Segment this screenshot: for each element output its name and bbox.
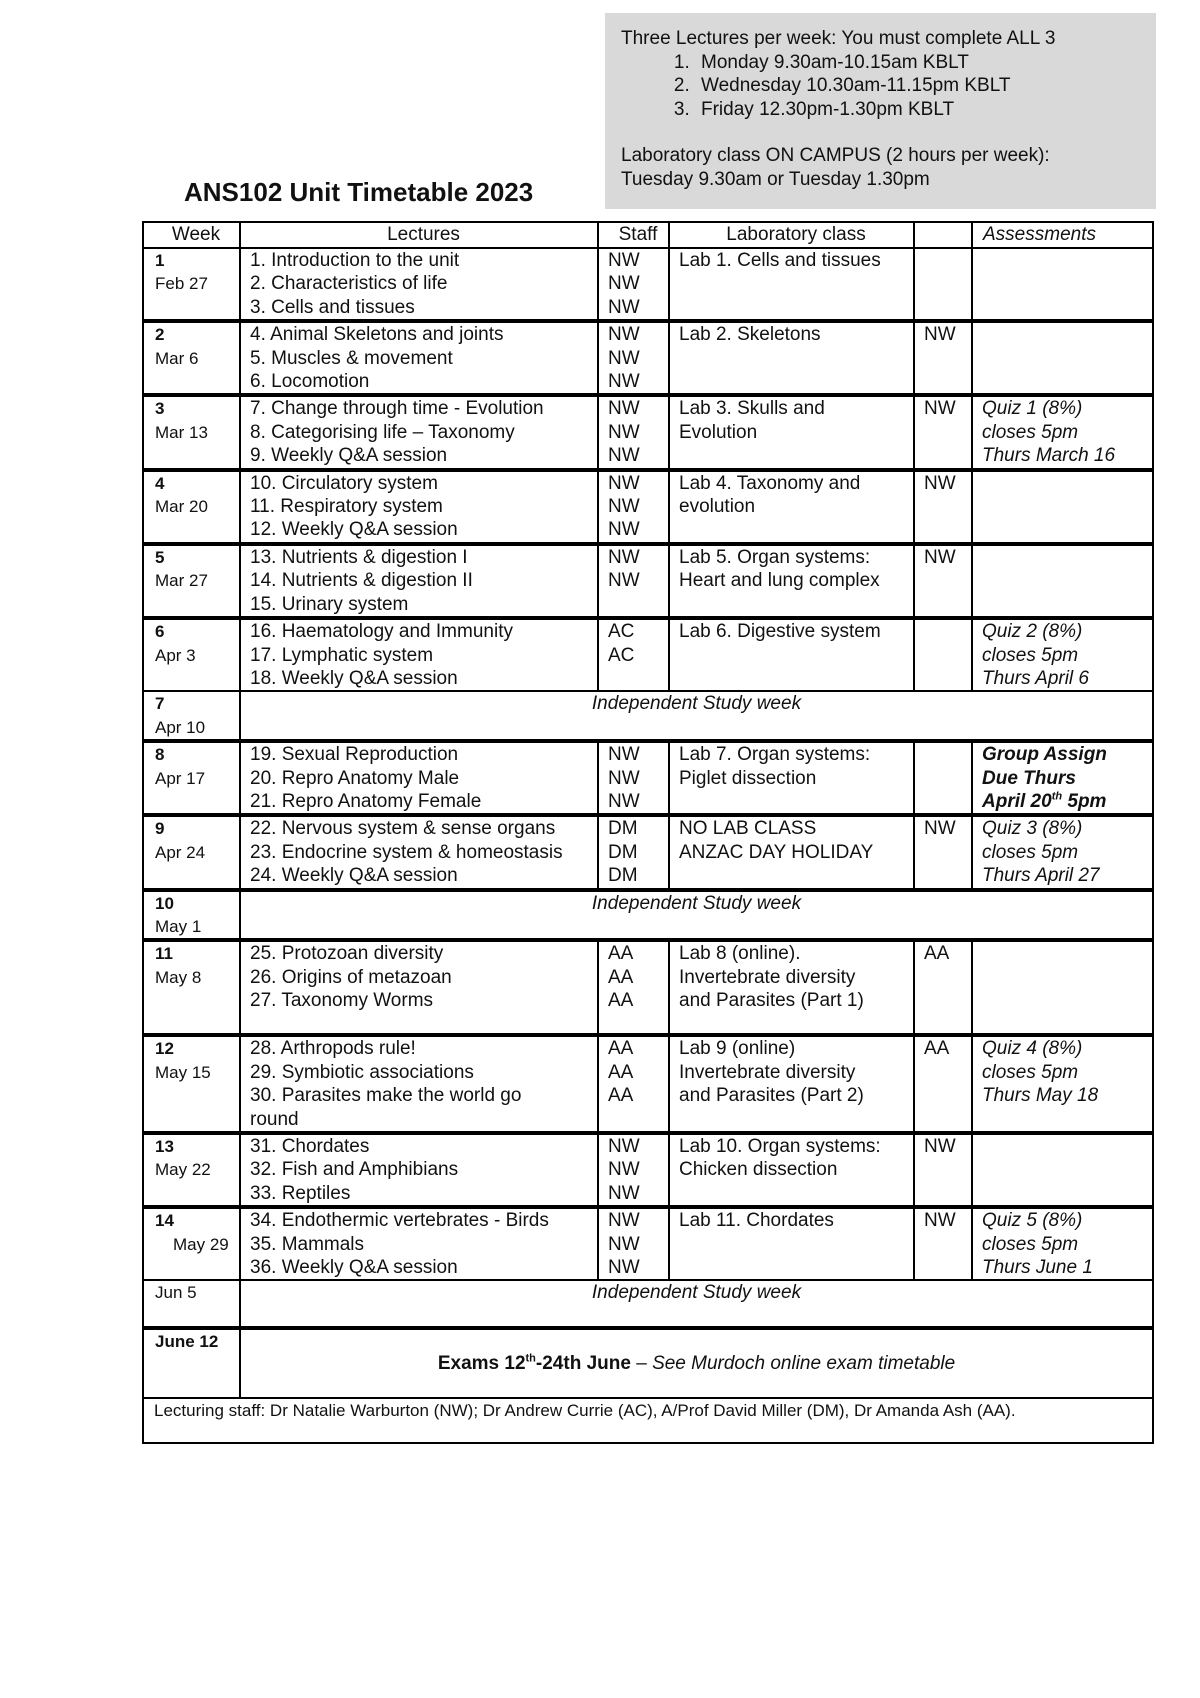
week-cell [143, 691, 240, 741]
lectures-cell [240, 395, 598, 469]
staff-code: NW [608, 398, 640, 420]
week-date: Apr 24 [155, 842, 206, 862]
assessment-line: Group Assign [982, 744, 1107, 766]
assessment-line: closes 5pm [982, 644, 1079, 666]
week-date: Jun 5 [155, 1283, 197, 1303]
staff-cell [598, 741, 669, 815]
lab-staff-cell: NW [914, 815, 972, 889]
staff-cell [598, 544, 669, 618]
staff-cell [598, 248, 669, 321]
lab-staff-cell: NW [914, 1207, 972, 1280]
week-date: May 1 [155, 916, 202, 936]
assessment-line: Quiz 4 (8%) [982, 1038, 1083, 1060]
staff-code: NW [608, 1136, 640, 1157]
lecture-item: 24. Weekly Q&A session [250, 865, 458, 887]
lecture-item: 4. Animal Skeletons and joints [250, 324, 504, 346]
table-row [143, 544, 1153, 618]
lecture-item: 21. Repro Anatomy Female [250, 790, 482, 812]
week-date: Apr 3 [155, 645, 196, 665]
lecture-times-list [621, 51, 1140, 122]
assessment-line: Quiz 2 (8%) [982, 621, 1083, 643]
assessment-line [982, 790, 1152, 813]
lectures-cell [240, 940, 598, 1035]
lab-staff-cell [914, 618, 972, 691]
staff-code: NW [608, 519, 640, 541]
week-cell [143, 741, 240, 815]
week-number: 13 [155, 1137, 174, 1156]
exam-dates: Exams 12 [437, 1353, 526, 1375]
lecture-item: 31. Chordates [250, 1136, 370, 1157]
table-row [143, 691, 1153, 741]
staff-code: NW [608, 371, 640, 393]
lab-item: Lab 11. Chordates [679, 1210, 834, 1232]
assessment-date: April 20 [982, 790, 1052, 812]
lab-cell [669, 1207, 914, 1280]
lab-cell [669, 940, 914, 1035]
assessment-line: Quiz 3 (8%) [982, 818, 1083, 840]
week-date: May 22 [155, 1160, 211, 1180]
lab-item: Invertebrate diversity [679, 1061, 856, 1083]
lab-cell [669, 1133, 914, 1207]
week-number: 5 [155, 547, 165, 567]
lab-staff-cell: NW [914, 395, 972, 469]
week-number: 3 [155, 399, 165, 419]
lab-item: evolution [679, 496, 756, 518]
lab-cell [669, 741, 914, 815]
staff-code: NW [608, 1257, 640, 1279]
table-row [143, 395, 1153, 469]
week-cell [143, 321, 240, 395]
assessment-cell [972, 321, 1153, 395]
staff-code: AA [608, 1061, 634, 1083]
lectures-cell [240, 1035, 598, 1133]
lecture-item: round [250, 1108, 299, 1130]
week-number: 1 [155, 251, 165, 270]
lab-item: ANZAC DAY HOLIDAY [679, 841, 874, 863]
staff-code: NW [608, 1159, 640, 1181]
lecture-item: 14. Nutrients & digestion II [250, 570, 473, 592]
staff-code: AC [608, 644, 635, 666]
lab-item: Lab 4. Taxonomy and [679, 472, 861, 494]
timetable [142, 221, 1154, 1444]
week-cell [143, 395, 240, 469]
week-cell [143, 470, 240, 544]
ordinal-suffix: th [525, 1352, 536, 1365]
table-row [143, 741, 1153, 815]
lab-staff-cell: NW [914, 544, 972, 618]
staff-cell [598, 395, 669, 469]
exam-note: See Murdoch online exam timetable [652, 1353, 956, 1375]
staff-code: DM [608, 841, 638, 863]
staff-cell [598, 1207, 669, 1280]
lecture-time-item: 2. Wednesday 10.30am-11.15pm KBLT [695, 74, 1140, 98]
table-row [143, 940, 1153, 1035]
page-title: ANS102 Unit Timetable 2023 [184, 177, 534, 207]
assessment-cell [972, 815, 1153, 889]
week-number: 10 [155, 893, 174, 913]
staff-cell [598, 1035, 669, 1133]
lecture-item: 13. Nutrients & digestion I [250, 546, 468, 568]
lecture-item: 26. Origins of metazoan [250, 966, 452, 988]
staff-code: AA [608, 990, 634, 1012]
lecture-item: 23. Endocrine system & homeostasis [250, 841, 563, 863]
week-date: May 29 [173, 1234, 229, 1254]
lecture-item: 29. Symbiotic associations [250, 1061, 474, 1083]
lecture-item: 30. Parasites make the world go [250, 1085, 522, 1107]
lab-item: Lab 6. Digestive system [679, 621, 881, 643]
header-lab: Laboratory class [669, 222, 914, 248]
week-cell [143, 544, 240, 618]
staff-code: AA [608, 966, 634, 988]
exam-dates-end: -24th June [535, 1353, 631, 1375]
lecture-item: 9. Weekly Q&A session [250, 445, 448, 467]
week-number: 7 [155, 694, 165, 714]
lab-item: Heart and lung complex [679, 570, 880, 592]
staff-cell [598, 321, 669, 395]
week-number: 8 [155, 745, 165, 765]
week-date: Apr 17 [155, 768, 206, 788]
lab-item: Lab 1. Cells and tissues [679, 250, 881, 271]
lectures-cell [240, 248, 598, 321]
lectures-cell [240, 470, 598, 544]
lecture-item: 19. Sexual Reproduction [250, 744, 459, 766]
assessment-line: Thurs April 6 [982, 667, 1089, 689]
lecture-item: 12. Weekly Q&A session [250, 519, 458, 541]
assessment-cell [972, 1035, 1153, 1133]
week-date: Mar 20 [155, 497, 208, 517]
assessment-cell [972, 1207, 1153, 1280]
week-cell [143, 1328, 240, 1398]
assessment-line: Due Thurs [982, 767, 1076, 789]
lab-item: Lab 7. Organ systems: [679, 744, 871, 766]
header-lab-staff [914, 222, 972, 248]
week-cell [143, 940, 240, 1035]
lab-item: Lab 3. Skulls and [679, 398, 825, 420]
week-number: 11 [155, 944, 173, 964]
week-date: June 12 [155, 1332, 219, 1352]
staff-code: NW [608, 296, 640, 318]
staff-code: NW [608, 1182, 640, 1204]
assessment-cell [972, 248, 1153, 321]
lab-info-line: Tuesday 9.30am or Tuesday 1.30pm [621, 168, 930, 190]
table-row [143, 1035, 1153, 1133]
lecture-item: 35. Mammals [250, 1233, 365, 1255]
week-date: Feb 27 [155, 274, 208, 294]
staff-code: NW [608, 767, 640, 789]
week-cell [143, 1280, 240, 1328]
lab-item: Lab 2. Skeletons [679, 324, 821, 346]
week-number: 4 [155, 473, 165, 493]
lecture-item: 34. Endothermic vertebrates - Birds [250, 1210, 549, 1232]
assessment-line: Thurs May 18 [982, 1085, 1099, 1107]
staff-code: NW [608, 472, 640, 494]
lab-cell [669, 544, 914, 618]
lab-item: and Parasites (Part 1) [679, 990, 864, 1012]
table-row [143, 815, 1153, 889]
lecture-item: 32. Fish and Amphibians [250, 1159, 459, 1181]
assessment-line: closes 5pm [982, 421, 1079, 443]
lecture-item: 10. Circulatory system [250, 472, 438, 494]
staff-code: NW [608, 347, 640, 369]
lab-staff-cell: NW [914, 321, 972, 395]
week-cell [143, 890, 240, 941]
lab-cell [669, 815, 914, 889]
assessment-cell [972, 618, 1153, 691]
assessment-cell [972, 395, 1153, 469]
staff-code: NW [608, 496, 640, 518]
lab-staff-cell: NW [914, 470, 972, 544]
lab-item: NO LAB CLASS [679, 818, 817, 840]
independent-study-cell: Independent Study week [240, 1280, 1153, 1328]
table-row [143, 248, 1153, 321]
lectures-cell [240, 618, 598, 691]
week-cell [143, 815, 240, 889]
week-date: May 8 [155, 967, 202, 987]
lab-item: Lab 9 (online) [679, 1038, 796, 1060]
staff-cell [598, 815, 669, 889]
staff-code: DM [608, 865, 638, 887]
lab-staff-cell: NW [914, 1133, 972, 1207]
lab-item: Chicken dissection [679, 1159, 838, 1181]
lectures-cell [240, 321, 598, 395]
lecture-item: 15. Urinary system [250, 593, 409, 615]
lab-item: Evolution [679, 421, 758, 443]
lectures-cell [240, 741, 598, 815]
lecture-item: 3. Cells and tissues [250, 296, 415, 318]
lecture-item: 28. Arthropods rule! [250, 1038, 416, 1060]
assessment-cell [972, 741, 1153, 815]
lab-item: and Parasites (Part 2) [679, 1085, 864, 1107]
independent-study-cell: Independent Study week [240, 890, 1153, 941]
lecture-info-box [605, 13, 1156, 209]
assessment-cell [972, 940, 1153, 1035]
lecture-item: 2. Characteristics of life [250, 273, 448, 295]
table-row [143, 470, 1153, 544]
week-number: 9 [155, 819, 165, 839]
table-row [143, 1280, 1153, 1328]
staff-code: AA [608, 943, 634, 965]
lecture-item: 20. Repro Anatomy Male [250, 767, 460, 789]
table-row [143, 321, 1153, 395]
footer-row [143, 1398, 1153, 1443]
week-cell [143, 1133, 240, 1207]
lecture-item: 18. Weekly Q&A session [250, 667, 458, 689]
staff-code: NW [608, 445, 640, 467]
week-cell [143, 618, 240, 691]
exam-dash: – [630, 1353, 653, 1375]
assessment-line: closes 5pm [982, 841, 1079, 863]
table-row [143, 618, 1153, 691]
table-row [143, 1133, 1153, 1207]
table-row [143, 890, 1153, 941]
lab-item: Lab 10. Organ systems: [679, 1136, 881, 1157]
lecture-item: 27. Taxonomy Worms [250, 990, 434, 1012]
staff-legend: Lecturing staff: Dr Natalie Warburton (NW); Dr Andrew Currie (AC), A/Prof David Miller (DM), Dr Amanda Ash (AA). [143, 1398, 1153, 1443]
lab-cell [669, 1035, 914, 1133]
staff-code: NW [608, 324, 640, 346]
staff-code: NW [608, 744, 640, 766]
staff-code: NW [608, 1233, 640, 1255]
header-row [143, 222, 1153, 248]
lecture-item: 33. Reptiles [250, 1182, 351, 1204]
staff-code: NW [608, 790, 640, 812]
lecture-time-item: 1. Monday 9.30am-10.15am KBLT [695, 51, 1140, 75]
lectures-cell [240, 815, 598, 889]
lecture-item: 16. Haematology and Immunity [250, 621, 513, 643]
lab-staff-cell [914, 248, 972, 321]
independent-study-cell: Independent Study week [240, 691, 1153, 741]
header-week: Week [143, 222, 240, 248]
week-date: May 15 [155, 1062, 211, 1082]
staff-code: DM [608, 818, 638, 840]
staff-cell [598, 618, 669, 691]
week-cell [143, 248, 240, 321]
lab-cell [669, 395, 914, 469]
week-number: 6 [155, 622, 165, 642]
assessment-cell [972, 1133, 1153, 1207]
table-row [143, 1207, 1153, 1280]
week-date: Mar 6 [155, 348, 199, 368]
week-cell [143, 1035, 240, 1133]
assessment-line: Quiz 5 (8%) [982, 1210, 1083, 1232]
lab-staff-cell [914, 741, 972, 815]
lab-cell [669, 321, 914, 395]
staff-code: AA [608, 1038, 634, 1060]
staff-code: NW [608, 1210, 640, 1232]
lectures-cell [240, 1207, 598, 1280]
header-assessments: Assessments [972, 222, 1153, 248]
assessment-time: 5pm [1062, 790, 1107, 812]
header-lectures: Lectures [240, 222, 598, 248]
lecture-time-item: 3. Friday 12.30pm-1.30pm KBLT [695, 98, 1140, 122]
lecture-item: 22. Nervous system & sense organs [250, 818, 556, 840]
staff-cell [598, 1133, 669, 1207]
staff-code: AA [608, 1085, 634, 1107]
staff-code: NW [608, 273, 640, 295]
header-staff: Staff [598, 222, 669, 248]
lecture-item: 8. Categorising life – Taxonomy [250, 421, 515, 443]
staff-code: NW [608, 570, 640, 592]
assessment-line: Quiz 1 (8%) [982, 398, 1083, 420]
lab-cell [669, 248, 914, 321]
lab-staff-cell: AA [914, 1035, 972, 1133]
assessment-line: closes 5pm [982, 1233, 1079, 1255]
lecture-item: 17. Lymphatic system [250, 644, 434, 666]
lecture-item: 7. Change through time - Evolution [250, 398, 544, 420]
lab-info-line: Laboratory class ON CAMPUS (2 hours per week): [621, 145, 1050, 166]
lectures-cell [240, 544, 598, 618]
staff-code: AC [608, 621, 635, 643]
lab-item: Lab 8 (online). [679, 943, 801, 965]
assessment-line: Thurs June 1 [982, 1257, 1093, 1279]
week-number: 2 [155, 325, 165, 345]
lecture-item: 36. Weekly Q&A session [250, 1257, 458, 1279]
staff-code: NW [608, 546, 640, 568]
staff-code: NW [608, 421, 640, 443]
table-row [143, 1328, 1153, 1398]
staff-code: NW [608, 250, 640, 271]
week-cell [143, 1207, 240, 1280]
ordinal-suffix: th [1051, 790, 1063, 803]
week-date: Mar 27 [155, 571, 208, 591]
exam-cell [240, 1328, 1153, 1398]
week-date: Mar 13 [155, 422, 208, 442]
assessment-line: closes 5pm [982, 1061, 1079, 1083]
lab-item: Lab 5. Organ systems: [679, 546, 871, 568]
info-heading: Three Lectures per week: You must complete ALL 3 [621, 28, 1056, 49]
lecture-item: 5. Muscles & movement [250, 347, 453, 369]
lab-item: Piglet dissection [679, 767, 817, 789]
assessment-line: Thurs April 27 [982, 865, 1100, 887]
week-date: Apr 10 [155, 717, 206, 737]
staff-cell [598, 940, 669, 1035]
lab-item: Invertebrate diversity [679, 966, 856, 988]
lecture-item: 6. Locomotion [250, 371, 370, 393]
assessment-line: Thurs March 16 [982, 445, 1116, 467]
lab-cell [669, 618, 914, 691]
lab-cell [669, 470, 914, 544]
lecture-item: 25. Protozoan diversity [250, 943, 444, 965]
week-number: 14 [155, 1211, 174, 1231]
staff-cell [598, 470, 669, 544]
lab-staff-cell: AA [914, 940, 972, 1035]
lecture-item: 1. Introduction to the unit [250, 250, 460, 271]
lecture-item: 11. Respiratory system [250, 496, 443, 518]
lectures-cell [240, 1133, 598, 1207]
week-number: 12 [155, 1039, 174, 1059]
assessment-cell [972, 544, 1153, 618]
assessment-cell [972, 470, 1153, 544]
